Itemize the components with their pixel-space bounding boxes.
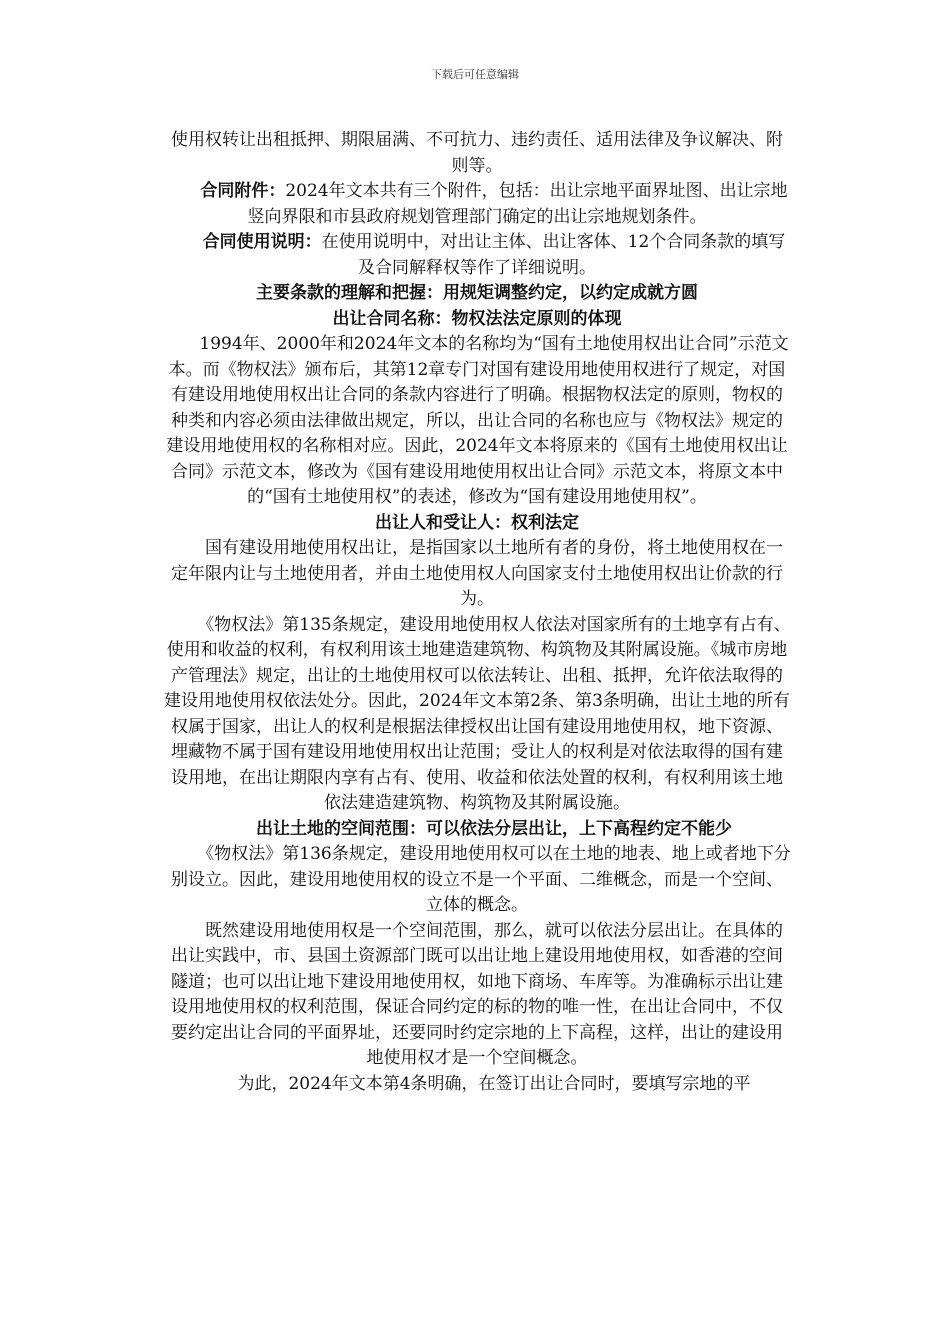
section1-paragraph: 1994年、2000年和2024年文本的名称均为“国有土地使用权出让合同”示范文本。而《物权法》颁布后，其第12章专门对国有建设用地使用权进行了规定，对国有建设用地使用权出让合同的条款内容进行了明确。根据物权法定的原则，物权的种类和内容必须由法律做出规定，所以，出让合同的名称也应与《物权法》规定的建设用地使用权的名称相对应。因此，2024年文本将原来的《国有土地使用权出让合同》示范文本，修改为《国有建设用地使用权出让合同》示范文本，将原文本中的“国有土地使用权”的表述，修改为“国有建设用地使用权”。 bbox=[166, 334, 789, 507]
attachments-text: 2024年文本共有三个附件，包括：出让宗地平面界址图、出让宗地竖向界限和市县政府规划管理部门确定的出让宗地规划条件。 bbox=[247, 181, 788, 227]
section3-paragraph-2: 既然建设用地使用权是一个空间范围，那么，就可以依法分层出让。在具体的出让实践中，市、县国土资源部门既可以出让地上建设用地使用权，如香港的空间隧道；也可以出让地下建设用地使用权，如地下商场、车库等。为准确标示出让建设用地使用权的权利范围，保证合同约定的标的物的唯一性，在出让合同中，不仅要约定出让合同的平面界址，还要同时约定宗地的上下高程，这样，出让的建设用地使用权才是一个空间概念。 bbox=[171, 920, 783, 1068]
section1-heading: 出让合同名称：物权法法定原则的体现 bbox=[332, 308, 622, 329]
usage-label: 合同使用说明： bbox=[202, 232, 322, 252]
attachments-paragraph bbox=[163, 179, 791, 230]
page-header: 下载后可任意编辑 bbox=[431, 68, 519, 81]
section2-heading: 出让人和受让人：权利法定 bbox=[375, 512, 579, 533]
section2-paragraph-1: 国有建设用地使用权出让，是指国家以土地所有者的身份，将土地使用权在一定年限内让与土地使用者，并由土地使用权人向国家支付土地使用权出让价款的行为。 bbox=[171, 538, 783, 609]
usage-text: 在使用说明中，对出让主体、出让客体、12个合同条款的填写及合同解释权等作了详细说明。 bbox=[321, 232, 786, 278]
main-terms-heading: 主要条款的理解和把握：用规矩调整约定，以约定成就方圆 bbox=[256, 283, 698, 303]
intro-tail-paragraph: 使用权转让出租抵押、期限届满、不可抗力、违约责任、适用法律及争议解决、附则等。 bbox=[171, 130, 783, 176]
section3-paragraph-1: 《物权法》第136条规定，建设用地使用权可以在土地的地表、地上或者地下分别设立。因此，建设用地使用权的设立不是一个平面、二维概念，而是一个空间、立体的概念。 bbox=[171, 844, 791, 915]
document-body bbox=[163, 128, 791, 1097]
section3-heading: 出让土地的空间范围：可以依法分层出让，上下高程约定不能少 bbox=[256, 818, 732, 839]
section2-paragraph-2: 《物权法》第135条规定，建设用地使用权人依法对国家所有的土地享有占有、使用和收益的权利，有权利用该土地建造建筑物、构筑物及其附属设施。《城市房地产管理法》规定，出让的土地使用权可以依法转让、出租、抵押，允许依法取得的建设用地使用权依法处分。因此，2024年文本第2条、第3条明确，出让土地的所有权属于国家，出让人的权利是根据法律授权出让国有建设用地使用权，地下资源、埋藏物不属于国有建设用地使用权出让范围；受让人的权利是对依法取得的国有建设用地，在出让期限内享有占有、使用、收益和依法处置的权利，有权利用该土地依法建造建筑物、构筑物及其附属设施。 bbox=[164, 614, 791, 813]
usage-paragraph bbox=[163, 230, 791, 281]
attachments-label: 合同附件： bbox=[200, 181, 286, 201]
section3-paragraph-3: 为此，2024年文本第4条明确，在签订出让合同时，要填写宗地的平 bbox=[237, 1073, 751, 1094]
